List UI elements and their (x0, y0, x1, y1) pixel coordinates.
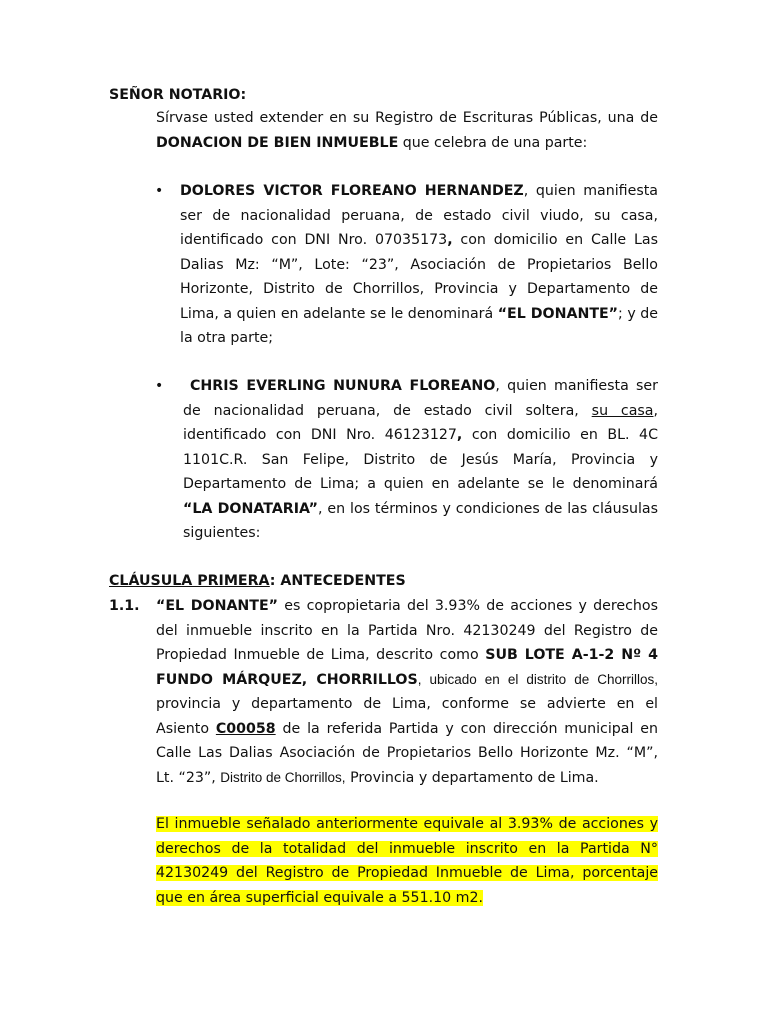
bullet-icon: • (155, 183, 164, 199)
donee-text-end: , en los términos y condiciones de las cláusulas siguientes: (183, 500, 658, 541)
clause-district: , ubicado en el distrito de Chorrillos, (417, 671, 659, 687)
bullet-icon: • (155, 378, 164, 394)
donor-address: con domicilio en Calle Las Dalias Mz: “M”, Lote: “23”, Asociación de Propietarios Bello Horizonte, Distrito de Chorrillos, Provincia y Departamento de Lima, a quien en adelante se le denominará (180, 232, 658, 322)
intro-text-end: que celebra de una parte: (398, 134, 588, 151)
donee-name: CHRIS EVERLING NUNURA FLOREANO (190, 378, 496, 394)
clause-text: es copropietaria del 3.93% de acciones y derechos del inmueble inscrito en la Partida Nro. 42130249 del Registro de Propiedad Inmueble de Lima, descrito como (156, 598, 658, 663)
clause-heading (109, 569, 406, 594)
donee-comma: , (456, 427, 463, 443)
donee-id: , identificado con DNI Nro. 46123127 (183, 402, 658, 443)
donee-address: con domicilio en BL. 4C 1101C.R. San Felipe, Distrito de Jesús María, Provincia y Departamento de Lima; a quien en adelante se le denominará (183, 427, 658, 492)
salutation: SEÑOR NOTARIO: (109, 87, 247, 103)
donee-text: , quien manifiesta ser de nacionalidad peruana, de estado civil soltera, (183, 378, 658, 419)
donee-role: “LA DONATARIA” (183, 500, 319, 517)
donor-comma: , (447, 232, 453, 248)
clause-paragraph (156, 594, 658, 790)
intro-paragraph (156, 106, 658, 155)
donor-name: DOLORES VICTOR FLOREANO HERNANDEZ (180, 183, 524, 199)
donor-text-end: ; y de la otra parte; (180, 305, 658, 346)
clause-text-end: Provincia y departamento de Lima. (345, 769, 599, 786)
clause-address: de la referida Partida y con dirección municipal en Calle Las Dalias Asociación de Propietarios Bello Horizonte Mz. “M”, Lt. “23”, (156, 720, 659, 786)
clause-heading-subtitle: : ANTECEDENTES (269, 573, 406, 589)
donor-role: “EL DONANTE” (497, 305, 619, 322)
clause-heading-title: CLÁUSULA PRIMERA (109, 573, 270, 589)
clause-district-2: Distrito de Chorrillos, (220, 769, 346, 785)
lot-name: SUB LOTE A-1-2 Nº 4 FUNDO MÁRQUEZ, CHORRILLOS (156, 647, 658, 688)
party-donee-paragraph (183, 374, 658, 546)
donee-underlined-text: su casa (591, 402, 654, 419)
donor-text: , quien manifiesta ser de nacionalidad peruana, de estado civil viudo, su casa, identificado con DNI Nro. 07035173 (180, 183, 659, 248)
party-donor-paragraph (180, 179, 658, 351)
clause-number: 1.1. (109, 598, 140, 614)
highlighted-text: El inmueble señalado anteriormente equivale al 3.93% de acciones y derechos de la totalidad del inmueble inscrito en la Partida N° 42130249 del Registro de Propiedad Inmueble de Lima, porcentaje que en área superficial equivale a 551.10 m2. (156, 816, 658, 906)
intro-text: Sírvase usted extender en su Registro de Escrituras Públicas, una de (156, 110, 658, 126)
clause-text-continued: provincia y departamento de Lima, conforme se advierte en el Asiento (156, 696, 658, 737)
highlighted-paragraph (156, 812, 658, 910)
deed-title: DONACION DE BIEN INMUEBLE (156, 134, 399, 151)
clause-role: “EL DONANTE” (156, 598, 278, 614)
asiento-code: C00058 (215, 720, 276, 737)
